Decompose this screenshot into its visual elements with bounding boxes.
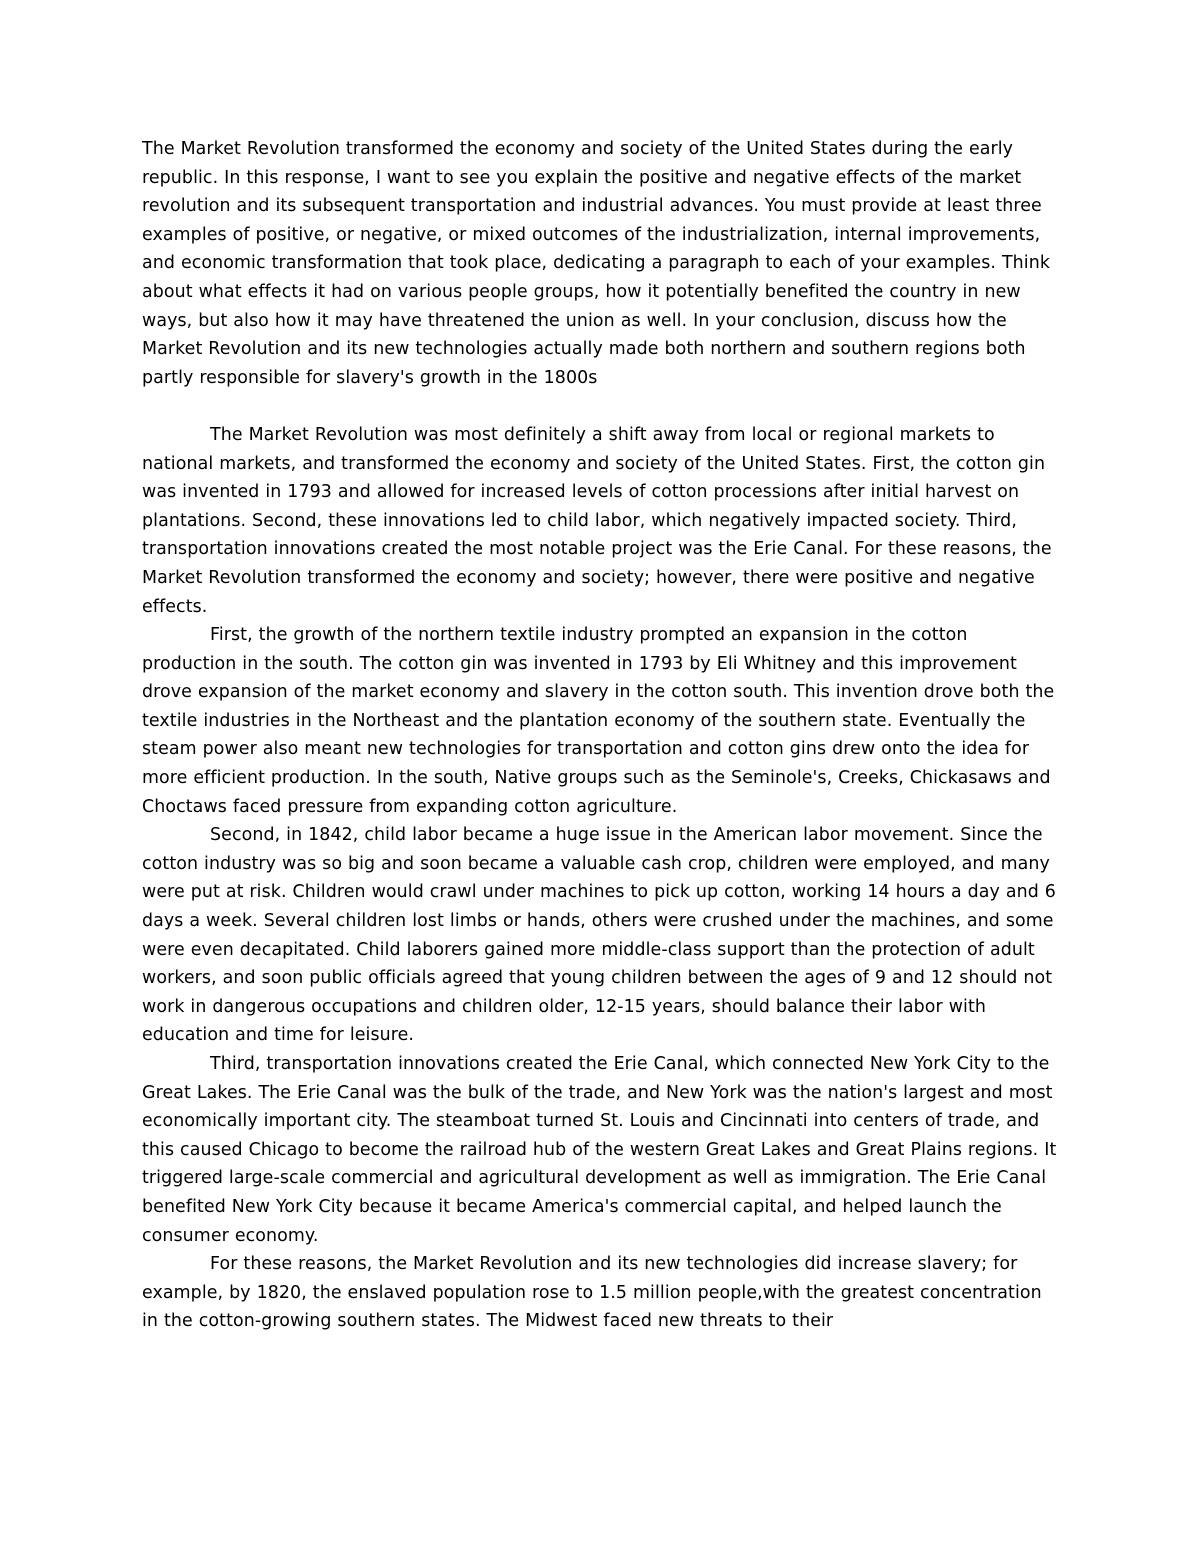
paragraph-body-second: Second, in 1842, child labor became a huge issue in the American labor movement. Since the cotton industry was so big and soon became a valuable cash crop, children were employed, and many were put at risk. Children would crawl under machines to pick up cotton, working 14 hours a day and 6 days a week. Several children lost limbs or hands, others were crushed under the machines, and some were even decapitated. Child laborers gained more middle-class support than the protection of adult workers, and soon public officials agreed that young children between the ages of 9 and 12 should not work in dangerous occupations and children older, 12-15 years, should balance their labor with education and time for leisure.: [142, 825, 1056, 1046]
paragraph-spacer: [142, 392, 1058, 421]
paragraph-body-third: Third, transportation innovations created the Erie Canal, which connected New York City to the Great Lakes. The Erie Canal was the bulk of the trade, and New York was the nation's largest and most economically important city. The steamboat turned St. Louis and Cincinnati into centers of trade, and this caused Chicago to become the railroad hub of the western Great Lakes and Great Plains regions. It triggered large-scale commercial and agricultural development as well as immigration. The Erie Canal benefited New York City because it became America's commercial capital, and helped launch the consumer economy.: [142, 1054, 1057, 1246]
document-body: [142, 135, 1058, 1336]
paragraph-conclusion: For these reasons, the Market Revolution and its new technologies did increase slavery; for example, by 1820, the enslaved population rose to 1.5 million people,with the greatest concentration in the cotton-growing southern states. The Midwest faced new threats to their: [142, 1254, 1042, 1332]
paragraph-body-first: First, the growth of the northern textile industry prompted an expansion in the cotton production in the south. The cotton gin was invented in 1793 by Eli Whitney and this improvement drove expansion of the market economy and slavery in the cotton south. This invention drove both the textile industries in the Northeast and the plantation economy of the southern state. Eventually the steam power also meant new technologies for transportation and cotton gins drew onto the idea for more efficient production. In the south, Native groups such as the Seminole's, Creeks, Chickasaws and Choctaws faced pressure from expanding cotton agriculture.: [142, 625, 1055, 817]
paragraph-prompt: The Market Revolution transformed the economy and society of the United States during the early republic. In this response, I want to see you explain the positive and negative effects of the market revolution and its subsequent transportation and industrial advances. You must provide at least three examples of positive, or negative, or mixed outcomes of the industrialization, internal improvements, and economic transformation that took place, dedicating a paragraph to each of your examples. Think about what effects it had on various people groups, how it potentially benefited the country in new ways, but also how it may have threatened the union as well. In your conclusion, discuss how the Market Revolution and its new technologies actually made both northern and southern regions both partly responsible for slavery's growth in the 1800s: [142, 139, 1051, 388]
paragraph-intro: The Market Revolution was most definitely a shift away from local or regional markets to national markets, and transformed the economy and society of the United States. First, the cotton gin was invented in 1793 and allowed for increased levels of cotton processions after initial harvest on plantations. Second, these innovations led to child labor, which negatively impacted society. Third, transportation innovations created the most notable project was the Erie Canal. For these reasons, the Market Revolution transformed the economy and society; however, there were positive and negative effects.: [142, 424, 1052, 617]
